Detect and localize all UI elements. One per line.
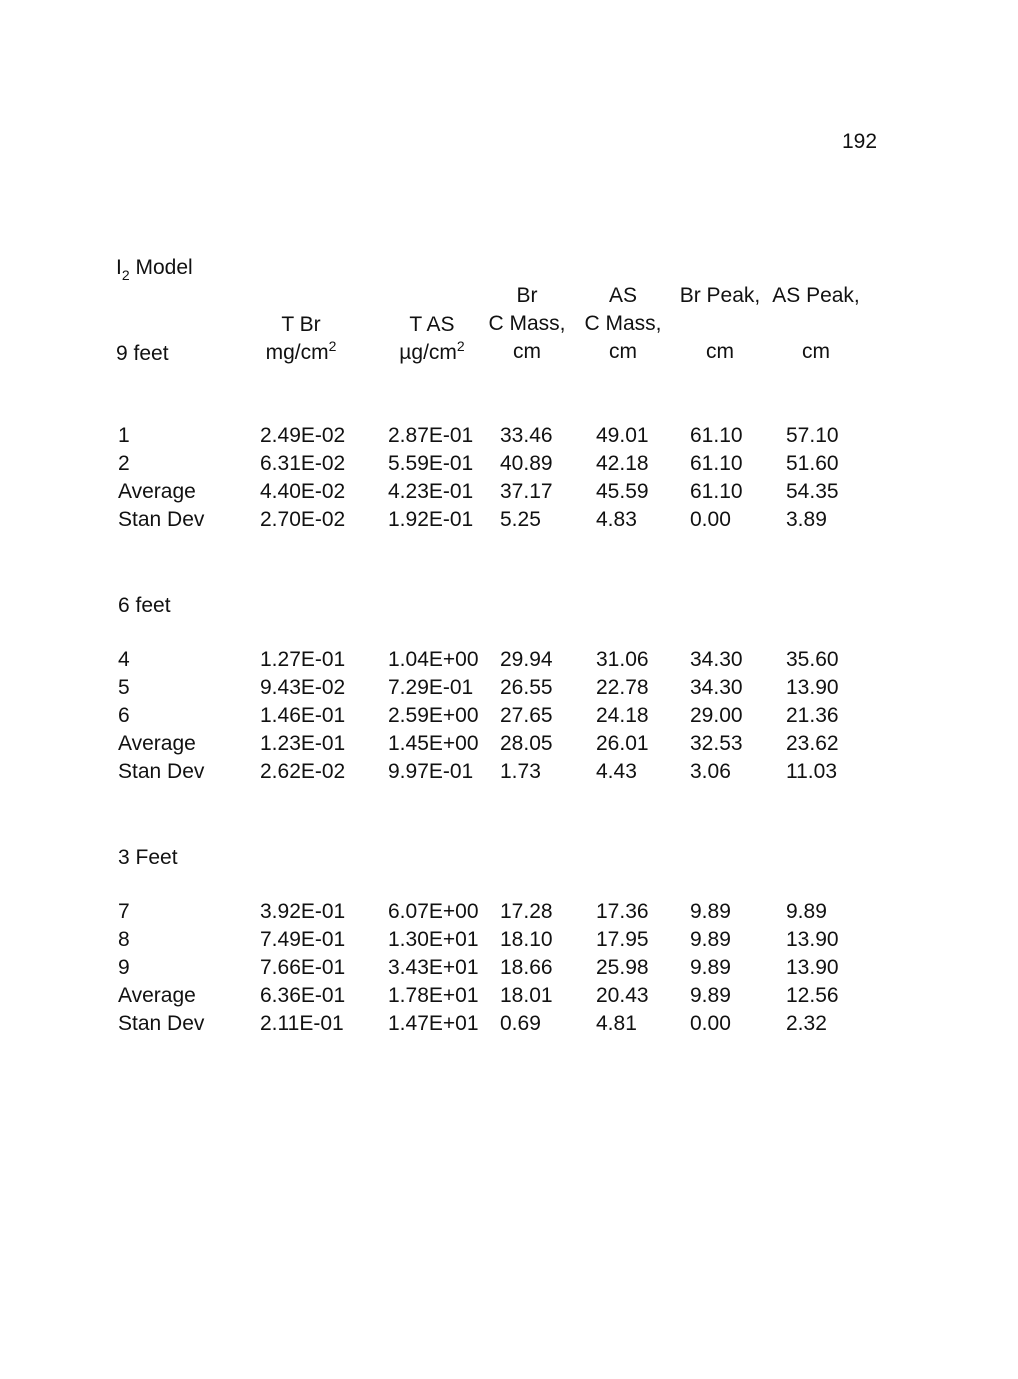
header-as-c-mass-line3: cm bbox=[609, 340, 637, 363]
table-cell: 0.00 bbox=[690, 1012, 731, 1035]
table-cell: 28.05 bbox=[500, 732, 553, 755]
table-cell: 1.23E-01 bbox=[260, 732, 346, 755]
table-row bbox=[0, 730, 1018, 758]
table-cell: 0.69 bbox=[500, 1012, 541, 1035]
table-cell: 21.36 bbox=[786, 704, 839, 727]
header-br-peak bbox=[674, 282, 766, 366]
table-cell: 12.56 bbox=[786, 984, 839, 1007]
table-row bbox=[0, 954, 1018, 982]
table-cell: 34.30 bbox=[690, 676, 743, 699]
header-as-peak-line3: cm bbox=[802, 340, 830, 363]
section-label-3-feet: 3 Feet bbox=[118, 846, 178, 869]
table-row bbox=[0, 926, 1018, 954]
header-t-as-sup: 2 bbox=[456, 338, 465, 354]
table-cell: 5.59E-01 bbox=[388, 452, 474, 475]
table-cell: 11.03 bbox=[786, 760, 837, 783]
table-cell: 3.89 bbox=[786, 508, 827, 531]
header-br-peak-line3: cm bbox=[706, 340, 734, 363]
row-label: 2 bbox=[118, 452, 130, 475]
table-cell: 13.90 bbox=[786, 676, 839, 699]
header-t-as-unit: µg/cm bbox=[399, 341, 457, 364]
header-as-peak-spacer bbox=[770, 310, 862, 338]
table-cell: 7.49E-01 bbox=[260, 928, 346, 951]
table-cell: 1.27E-01 bbox=[260, 648, 346, 671]
table-cell: 2.70E-02 bbox=[260, 508, 346, 531]
table-cell: 17.28 bbox=[500, 900, 553, 923]
table-cell: 22.78 bbox=[596, 676, 649, 699]
row-label: Stan Dev bbox=[118, 1012, 205, 1035]
table-cell: 1.92E-01 bbox=[388, 508, 474, 531]
table-cell: 18.01 bbox=[500, 984, 553, 1007]
header-t-br-sup: 2 bbox=[328, 338, 337, 354]
table-cell: 51.60 bbox=[786, 452, 839, 475]
table-cell: 29.94 bbox=[500, 648, 553, 671]
table-cell: 1.30E+01 bbox=[388, 928, 479, 951]
table-cell: 4.43 bbox=[596, 760, 637, 783]
model-title-subscript: 2 bbox=[121, 267, 130, 283]
table-cell: 61.10 bbox=[690, 452, 743, 475]
header-as-c-mass-line1: AS bbox=[608, 284, 637, 307]
table-cell: 26.55 bbox=[500, 676, 553, 699]
table-cell: 1.78E+01 bbox=[388, 984, 479, 1007]
table-cell: 13.90 bbox=[786, 956, 839, 979]
table-cell: 2.11E-01 bbox=[260, 1012, 344, 1035]
table-cell: 6.31E-02 bbox=[260, 452, 346, 475]
header-br-c-mass-line2: C Mass, bbox=[488, 312, 566, 335]
row-label: Average bbox=[118, 732, 196, 755]
header-t-as-line1: T AS bbox=[409, 313, 455, 336]
table-cell: 1.47E+01 bbox=[388, 1012, 479, 1035]
table-row bbox=[0, 758, 1018, 786]
row-label: 1 bbox=[118, 424, 130, 447]
table-cell: 4.83 bbox=[596, 508, 637, 531]
table-cell: 18.66 bbox=[500, 956, 553, 979]
header-br-c-mass-line3: cm bbox=[513, 340, 541, 363]
header-as-c-mass-line2: C Mass, bbox=[584, 312, 662, 335]
table-cell: 37.17 bbox=[500, 480, 553, 503]
table-cell: 9.89 bbox=[690, 984, 731, 1007]
table-cell: 9.43E-02 bbox=[260, 676, 346, 699]
table-cell: 4.40E-02 bbox=[260, 480, 346, 503]
header-t-as bbox=[386, 311, 478, 368]
header-t-as-line2 bbox=[386, 339, 478, 368]
table-cell: 29.00 bbox=[690, 704, 743, 727]
table-cell: 34.30 bbox=[690, 648, 743, 671]
table-cell: 26.01 bbox=[596, 732, 649, 755]
table-cell: 20.43 bbox=[596, 984, 649, 1007]
table-cell: 17.36 bbox=[596, 900, 649, 923]
row-label: 5 bbox=[118, 676, 130, 699]
row-label: 6 bbox=[118, 704, 130, 727]
table-cell: 13.90 bbox=[786, 928, 839, 951]
header-as-c-mass bbox=[583, 282, 663, 366]
header-br-peak-line1: Br Peak, bbox=[679, 284, 761, 307]
table-cell: 7.66E-01 bbox=[260, 956, 346, 979]
table-row bbox=[0, 646, 1018, 674]
table-cell: 2.87E-01 bbox=[388, 424, 474, 447]
table-cell: 1.04E+00 bbox=[388, 648, 479, 671]
table-cell: 49.01 bbox=[596, 424, 649, 447]
row-label: 8 bbox=[118, 928, 130, 951]
table-cell: 33.46 bbox=[500, 424, 553, 447]
row-label: 9 bbox=[118, 956, 130, 979]
header-t-br bbox=[256, 311, 346, 368]
table-cell: 9.89 bbox=[690, 900, 731, 923]
table-cell: 9.97E-01 bbox=[388, 760, 474, 783]
row-label: Stan Dev bbox=[118, 508, 205, 531]
row-label: Average bbox=[118, 480, 196, 503]
row-label: Average bbox=[118, 984, 196, 1007]
table-cell: 57.10 bbox=[786, 424, 839, 447]
row-label: 7 bbox=[118, 900, 130, 923]
table-row bbox=[0, 478, 1018, 506]
table-cell: 2.59E+00 bbox=[388, 704, 479, 727]
table-cell: 3.43E+01 bbox=[388, 956, 479, 979]
table-row bbox=[0, 982, 1018, 1010]
header-t-br-line1: T Br bbox=[281, 313, 321, 336]
table-cell: 1.45E+00 bbox=[388, 732, 479, 755]
table-cell: 6.36E-01 bbox=[260, 984, 346, 1007]
table-row bbox=[0, 1010, 1018, 1038]
table-cell: 35.60 bbox=[786, 648, 839, 671]
header-br-peak-spacer bbox=[674, 310, 766, 338]
table-cell: 25.98 bbox=[596, 956, 649, 979]
table-row bbox=[0, 450, 1018, 478]
header-as-peak-line1: AS Peak, bbox=[772, 284, 860, 307]
table-cell: 1.73 bbox=[500, 760, 541, 783]
header-as-peak bbox=[770, 282, 862, 366]
table-cell: 45.59 bbox=[596, 480, 649, 503]
table-cell: 3.06 bbox=[690, 760, 731, 783]
table-cell: 17.95 bbox=[596, 928, 649, 951]
table-cell: 24.18 bbox=[596, 704, 649, 727]
header-t-br-unit: mg/cm bbox=[265, 341, 329, 364]
table-row bbox=[0, 422, 1018, 450]
table-cell: 5.25 bbox=[500, 508, 541, 531]
table-cell: 61.10 bbox=[690, 480, 743, 503]
table-cell: 7.29E-01 bbox=[388, 676, 474, 699]
table-cell: 27.65 bbox=[500, 704, 553, 727]
table-row bbox=[0, 506, 1018, 534]
table-cell: 23.62 bbox=[786, 732, 839, 755]
table-cell: 40.89 bbox=[500, 452, 553, 475]
header-col0-label: 9 feet bbox=[116, 342, 169, 365]
table-row bbox=[0, 674, 1018, 702]
table-cell: 1.46E-01 bbox=[260, 704, 346, 727]
table-cell: 42.18 bbox=[596, 452, 649, 475]
table-cell: 31.06 bbox=[596, 648, 649, 671]
table-cell: 0.00 bbox=[690, 508, 731, 531]
table-cell: 9.89 bbox=[690, 928, 731, 951]
table-cell: 54.35 bbox=[786, 480, 839, 503]
model-title-prefix: I bbox=[116, 256, 122, 279]
table-cell: 9.89 bbox=[690, 956, 731, 979]
table-row bbox=[0, 898, 1018, 926]
header-br-c-mass bbox=[487, 282, 567, 366]
header-col0 bbox=[116, 340, 169, 368]
header-t-br-line2 bbox=[256, 339, 346, 368]
row-label: 4 bbox=[118, 648, 130, 671]
model-title bbox=[116, 256, 193, 283]
table-cell: 32.53 bbox=[690, 732, 743, 755]
table-cell: 18.10 bbox=[500, 928, 553, 951]
section-label-6-feet: 6 feet bbox=[118, 594, 171, 617]
table-cell: 2.62E-02 bbox=[260, 760, 346, 783]
model-title-suffix: Model bbox=[129, 256, 193, 279]
page-number: 192 bbox=[842, 130, 878, 153]
table-cell: 3.92E-01 bbox=[260, 900, 346, 923]
table-cell: 6.07E+00 bbox=[388, 900, 479, 923]
table-cell: 61.10 bbox=[690, 424, 743, 447]
table-cell: 4.23E-01 bbox=[388, 480, 474, 503]
table-cell: 2.32 bbox=[786, 1012, 827, 1035]
table-cell: 4.81 bbox=[596, 1012, 637, 1035]
row-label: Stan Dev bbox=[118, 760, 205, 783]
table-row bbox=[0, 702, 1018, 730]
header-br-c-mass-line1: Br bbox=[516, 284, 538, 307]
table-cell: 9.89 bbox=[786, 900, 827, 923]
table-cell: 2.49E-02 bbox=[260, 424, 346, 447]
